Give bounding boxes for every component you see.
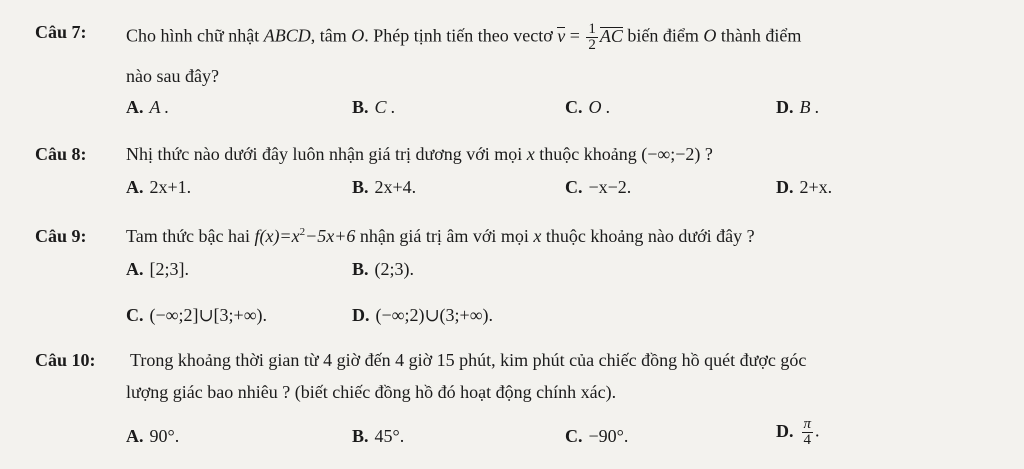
option-a[interactable] bbox=[126, 426, 179, 447]
option-d[interactable] bbox=[776, 417, 820, 448]
option-label: B. bbox=[352, 259, 369, 279]
option-value: A . bbox=[149, 97, 170, 117]
text-segment: . Phép tịnh tiến theo vectơ bbox=[364, 25, 558, 46]
option-d[interactable] bbox=[352, 305, 493, 326]
math-abcd: ABCD bbox=[263, 25, 311, 46]
question-number: Câu 7: bbox=[35, 22, 87, 42]
option-c[interactable] bbox=[565, 97, 611, 118]
option-value: C . bbox=[374, 97, 396, 117]
text-segment: Tam thức bậc hai bbox=[126, 226, 255, 246]
text-segment: ? bbox=[700, 144, 713, 164]
question-text bbox=[126, 226, 755, 247]
option-value: O . bbox=[588, 97, 611, 117]
math-function-rest: −5x+6 bbox=[305, 226, 356, 246]
option-value: (2;3). bbox=[374, 259, 415, 279]
question-text-line2: lượng giác bao nhiêu ? (biết chiếc đồng hồ đó hoạt động chính xác). bbox=[126, 382, 617, 402]
option-label: D. bbox=[776, 177, 794, 197]
question-number: Câu 10: bbox=[35, 350, 96, 370]
option-d[interactable] bbox=[776, 97, 820, 118]
math-o: O bbox=[351, 25, 365, 46]
option-value: B . bbox=[799, 97, 820, 117]
option-value: 2x+4. bbox=[374, 177, 417, 197]
option-c[interactable] bbox=[565, 426, 628, 447]
option-value: 90°. bbox=[149, 426, 180, 446]
text-segment: thành điểm bbox=[716, 25, 802, 46]
option-label: B. bbox=[352, 426, 369, 446]
option-value: (−∞;2]∪[3;+∞). bbox=[149, 305, 268, 325]
question-number: Câu 9: bbox=[35, 226, 87, 246]
option-label: B. bbox=[352, 177, 369, 197]
fraction-denominator: 2 bbox=[588, 37, 596, 53]
option-label: C. bbox=[565, 426, 583, 446]
option-value: 2+x. bbox=[799, 177, 833, 197]
option-label: A. bbox=[126, 177, 144, 197]
math-x: x bbox=[526, 144, 535, 164]
fraction-half bbox=[586, 22, 598, 53]
option-value: 2x+1. bbox=[149, 177, 192, 197]
option-d[interactable] bbox=[776, 177, 832, 198]
option-value: (−∞;2)∪(3;+∞). bbox=[375, 305, 494, 325]
option-a[interactable] bbox=[126, 97, 169, 118]
fraction-numerator: π bbox=[803, 416, 812, 432]
fraction-denominator: 4 bbox=[803, 432, 811, 448]
option-label: A. bbox=[126, 97, 144, 117]
option-label: B. bbox=[352, 97, 369, 117]
fraction-pi-over-4 bbox=[802, 417, 814, 448]
option-b[interactable] bbox=[352, 259, 414, 280]
text-segment: thuộc khoảng bbox=[534, 144, 642, 164]
math-interval: (−∞;−2) bbox=[641, 144, 701, 164]
text-segment: , tâm bbox=[310, 25, 352, 46]
text-segment: nhận giá trị âm với mọi bbox=[355, 226, 534, 246]
option-label: D. bbox=[352, 305, 370, 325]
vector-ac: AC bbox=[599, 25, 623, 46]
option-label: C. bbox=[565, 177, 583, 197]
option-b[interactable] bbox=[352, 426, 404, 447]
math-exponent: 2 bbox=[299, 226, 306, 238]
option-value: [2;3]. bbox=[149, 259, 189, 279]
option-label: C. bbox=[565, 97, 583, 117]
option-value: 45°. bbox=[374, 426, 405, 446]
option-value: −x−2. bbox=[588, 177, 632, 197]
math-x: x bbox=[533, 226, 542, 246]
option-label: A. bbox=[126, 259, 144, 279]
text-segment: biến điểm bbox=[622, 25, 704, 46]
question-text-line2: nào sau đây? bbox=[126, 66, 219, 86]
math-o: O bbox=[703, 25, 717, 46]
question-number: Câu 8: bbox=[35, 144, 87, 164]
option-a[interactable] bbox=[126, 177, 191, 198]
option-label: D. bbox=[776, 97, 794, 117]
option-c[interactable] bbox=[565, 177, 631, 198]
text-segment: Cho hình chữ nhật bbox=[126, 25, 264, 46]
question-text-line1: Trong khoảng thời gian từ 4 giờ đến 4 giờ 15 phút, kim phút của chiếc đồng hồ quét được góc bbox=[130, 350, 807, 370]
option-label: D. bbox=[776, 420, 794, 441]
text-segment: thuộc khoảng nào dưới đây ? bbox=[541, 226, 755, 246]
option-a[interactable] bbox=[126, 259, 189, 280]
vector-v: v bbox=[557, 25, 566, 46]
option-label: C. bbox=[126, 305, 144, 325]
option-c[interactable] bbox=[126, 305, 267, 326]
text-segment: Nhị thức nào dưới đây luôn nhận giá trị dương với mọi bbox=[126, 144, 527, 164]
option-value: −90°. bbox=[588, 426, 629, 446]
math-function: f(x)=x bbox=[254, 226, 300, 246]
fraction-numerator: 1 bbox=[588, 21, 596, 37]
question-text bbox=[126, 144, 713, 165]
option-label: A. bbox=[126, 426, 144, 446]
option-value: . bbox=[815, 420, 820, 441]
option-b[interactable] bbox=[352, 177, 416, 198]
option-b[interactable] bbox=[352, 97, 396, 118]
question-text-line1: Cho hình chữ nhật ABCD, tâm O. Phép tịnh tiến theo vectơ v = $\frac{1}{2}$ AC biến điểm O thành điểm bbox=[126, 21, 802, 53]
